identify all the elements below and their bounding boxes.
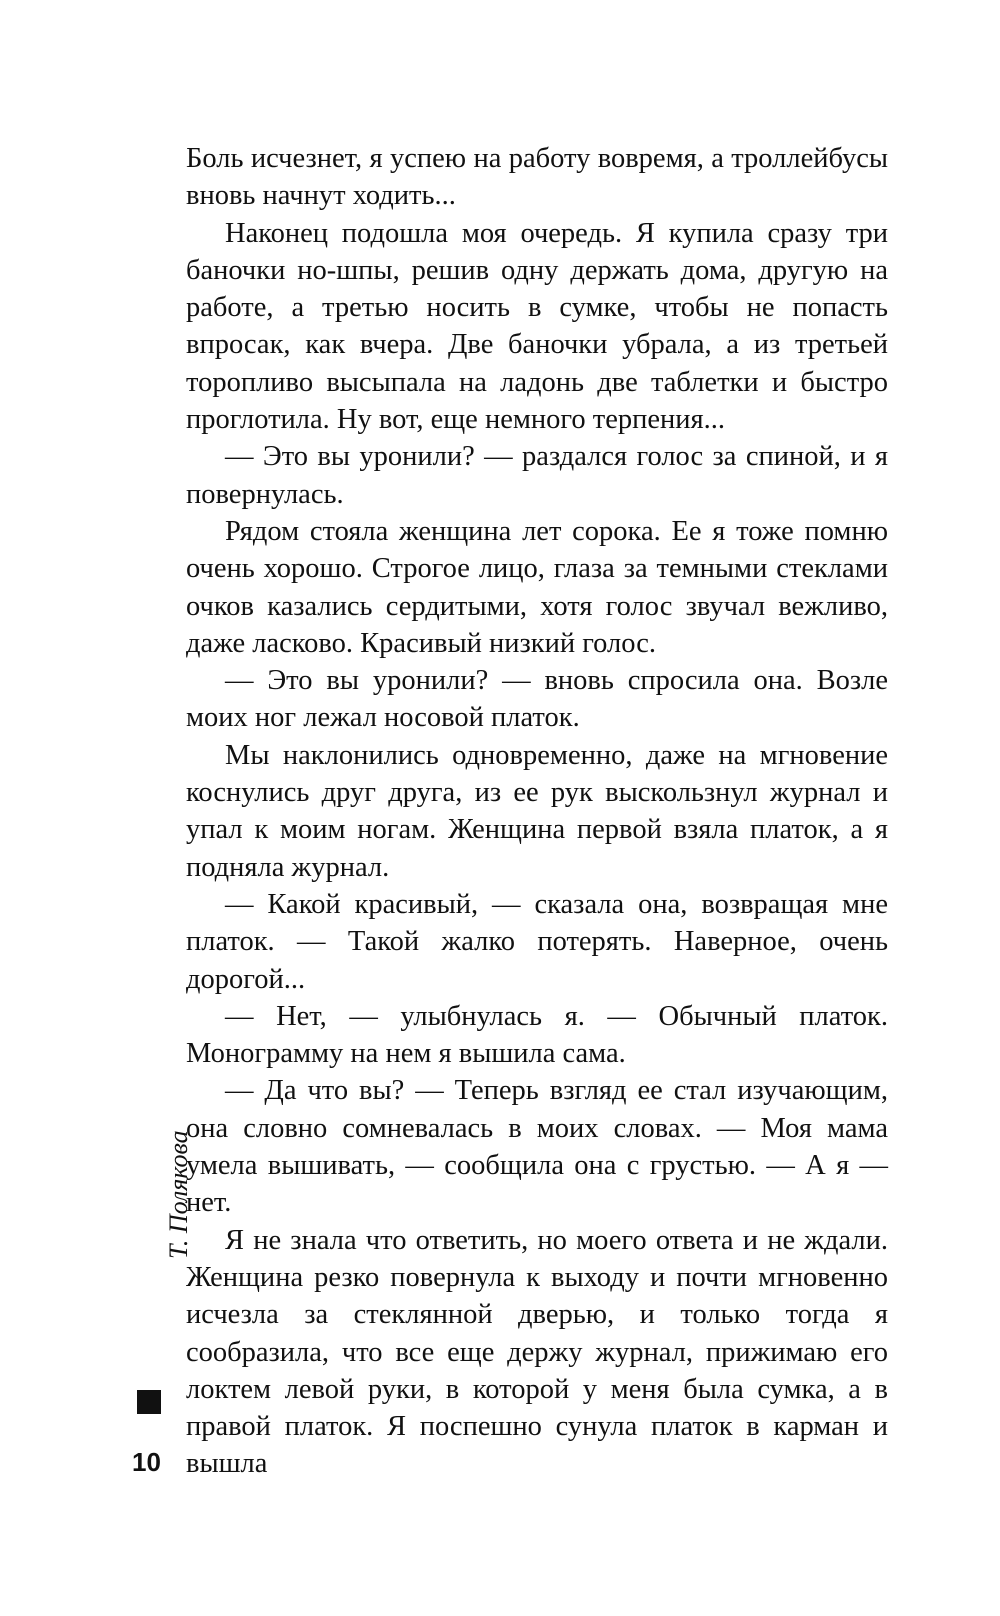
page-marker-square (137, 1390, 161, 1414)
running-head-author: Т. Полякова (164, 1130, 193, 1259)
paragraph: — Это вы уронили? — вновь спросила она. Возле моих ног лежал носовой платок. (186, 665, 888, 734)
paragraph: Мы наклонились одновременно, даже на мгновение коснулись друг друга, из ее рук выскользнул журнал и упал к моим ногам. Женщина первой взяла платок, а я подняла журнал. (186, 739, 888, 883)
paragraph: — Да что вы? — Теперь взгляд ее стал изучающим, она словно сомневалась в моих словах. — Моя мама умела вышивать, — сообщила она с грустью. — А я — нет. (186, 1075, 888, 1219)
paragraph: Наконец подошла моя очередь. Я купила сразу три баночки но-шпы, решив одну держать дома, другую на работе, а третью носить в сумке, чтобы не попасть впросак, как вчера. Две баночки убрала, а из третьей торопливо высыпала на ладонь две таблетки и быстро проглотила. Ну вот, еще немного терпения... (186, 217, 888, 436)
paragraph: — Какой красивый, — сказала она, возвращая мне платок. — Такой жалко потерять. Наверное, очень дорогой... (186, 888, 888, 995)
paragraph: — Это вы уронили? — раздался голос за спиной, и я повернулась. (186, 441, 888, 510)
paragraph: Я не знала что ответить, но моего ответа и не ждали. Женщина резко повернула к выходу и почти мгновенно исчезла за стеклянной дверью, и только тогда я сообразила, что все еще держу журнал, прижимаю его локтем левой руки, в которой у меня была сумка, а в правой платок. Я поспешно сунула платок в карман и вышла (186, 1224, 888, 1480)
paragraph: Рядом стояла женщина лет сорока. Ее я тоже помню очень хорошо. Строгое лицо, глаза за темными стеклами очков казались сердитыми, хотя голос звучал вежливо, даже ласково. Красивый низкий голос. (186, 515, 888, 659)
paragraph: Боль исчезнет, я успею на работу вовремя, а троллейбусы вновь начнут ходить... (186, 143, 888, 212)
body-text (186, 140, 888, 1483)
page-number: 10 (132, 1447, 161, 1477)
paragraph: — Нет, — улыбнулась я. — Обычный платок. Монограмму на нем я вышила сама. (186, 1000, 888, 1070)
